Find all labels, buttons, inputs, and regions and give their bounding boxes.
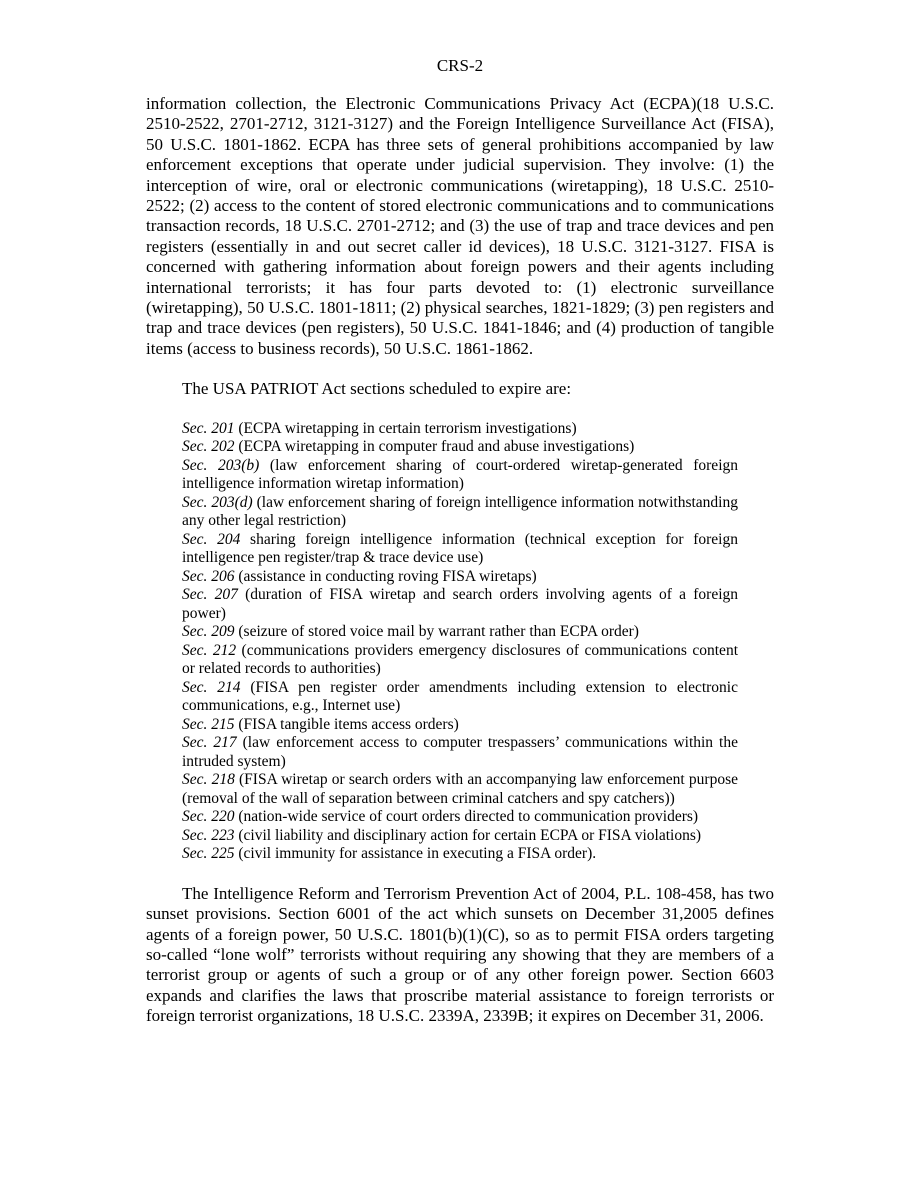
section-label: Sec. 220 <box>182 808 235 826</box>
section-item <box>182 568 738 587</box>
page-number: CRS-2 <box>436 56 484 75</box>
section-text: (FISA tangible items access orders) <box>234 715 459 733</box>
section-label: Sec. 215 <box>182 715 235 733</box>
section-label: Sec. 214 <box>182 678 241 696</box>
body-paragraph-2: The Intelligence Reform and Terrorism Prevention Act of 2004, P.L. 108-458, has two sunset provisions. Section 6001 of the act which sunsets on December 31,2005 defines agents of a foreign power, 50 U.S.C. 1801(b)(1)(C), so as to permit FISA orders targeting so-called “lone wolf” terrorists without requiring any showing that they are members of a terrorist group or agents of such a group or of any other foreign power. Section 6603 expands and clarifies the laws that proscribe material assistance to foreign terrorists or foreign terrorist organizations, 18 U.S.C. 2339A, 2339B; it expires on December 31, 2006. <box>146 883 774 1026</box>
section-item <box>182 642 738 679</box>
section-item <box>182 734 738 771</box>
section-label: Sec. 204 <box>182 530 241 548</box>
section-text: (ECPA wiretapping in certain terrorism investigations) <box>234 419 577 437</box>
section-text: (law enforcement access to computer trespassers’ communications within the intruded system) <box>182 734 738 770</box>
section-label: Sec. 206 <box>182 567 235 585</box>
section-text: (FISA wiretap or search orders with an accompanying law enforcement purpose (removal of the wall of separation between criminal catchers and spy catchers)) <box>182 771 738 807</box>
section-text: (ECPA wiretapping in computer fraud and abuse investigations) <box>234 438 635 456</box>
section-text: (civil immunity for assistance in executing a FISA order). <box>234 845 597 863</box>
section-item <box>182 586 738 623</box>
section-label: Sec. 202 <box>182 438 235 456</box>
section-text: (duration of FISA wiretap and search orders involving agents of a foreign power) <box>182 586 738 622</box>
sections-intro: The USA PATRIOT Act sections scheduled to expire are: <box>182 379 572 399</box>
document-page <box>146 0 774 1027</box>
section-text: (civil liability and disciplinary action for certain ECPA or FISA violations) <box>234 826 702 844</box>
section-label: Sec. 203(b) <box>182 456 260 474</box>
section-text: (law enforcement sharing of foreign intelligence information notwithstanding any other legal restriction) <box>182 493 738 530</box>
expiring-sections-list <box>182 420 738 864</box>
section-text: (law enforcement sharing of court-ordered wiretap-generated foreign intelligence information wiretap information) <box>182 456 738 493</box>
section-item <box>182 457 738 494</box>
section-label: Sec. 217 <box>182 734 237 752</box>
section-label: Sec. 218 <box>182 771 235 789</box>
section-label: Sec. 212 <box>182 641 237 659</box>
section-item <box>182 771 738 808</box>
section-item <box>182 808 738 827</box>
section-label: Sec. 223 <box>182 826 235 844</box>
section-text: (communications providers emergency disclosures of communications content or related records to authorities) <box>182 641 738 678</box>
section-item <box>182 420 738 439</box>
section-label: Sec. 207 <box>182 586 238 604</box>
section-label: Sec. 209 <box>182 623 235 641</box>
section-item <box>182 679 738 716</box>
body-paragraph-1: information collection, the Electronic Communications Privacy Act (ECPA)(18 U.S.C. 2510-2522, 2701-2712, 3121-3127) and the Foreign Intelligence Surveillance Act (FISA), 50 U.S.C. 1801-1862. ECPA has three sets of general prohibitions accompanied by law enforcement exceptions that operate under judicial supervision. They involve: (1) the interception of wire, oral or electronic communications (wiretapping), 18 U.S.C. 2510-2522; (2) access to the content of stored electronic communications and to communications transaction records, 18 U.S.C. 2701-2712; and (3) the use of trap and trace devices and pen registers (essentially in and out secret caller id devices), 18 U.S.C. 3121-3127. FISA is concerned with gathering information about foreign powers and their agents including international terrorists; it has four parts devoted to: (1) electronic surveillance (wiretapping), 50 U.S.C. 1801-1811; (2) physical searches, 1821-1829; (3) pen registers and trap and trace devices (pen registers), 50 U.S.C. 1841-1846; and (4) production of tangible items (access to business records), 50 U.S.C. 1861-1862. <box>146 94 774 358</box>
section-text: sharing foreign intelligence information (technical exception for foreign intelligence pen register/trap & trace device use) <box>182 530 738 567</box>
section-item <box>182 845 738 864</box>
section-item <box>182 494 738 531</box>
section-item <box>182 623 738 642</box>
section-label: Sec. 201 <box>182 419 235 437</box>
section-label: Sec. 225 <box>182 845 235 863</box>
section-item <box>182 438 738 457</box>
section-item <box>182 531 738 568</box>
section-label: Sec. 203(d) <box>182 493 253 511</box>
section-text: (seizure of stored voice mail by warrant rather than ECPA order) <box>234 623 639 641</box>
section-text: (assistance in conducting roving FISA wiretaps) <box>234 567 537 585</box>
section-text: (FISA pen register order amendments including extension to electronic communications, e.g., Internet use) <box>182 678 738 715</box>
section-item <box>182 827 738 846</box>
section-text: (nation-wide service of court orders directed to communication providers) <box>234 808 699 826</box>
section-item <box>182 716 738 735</box>
